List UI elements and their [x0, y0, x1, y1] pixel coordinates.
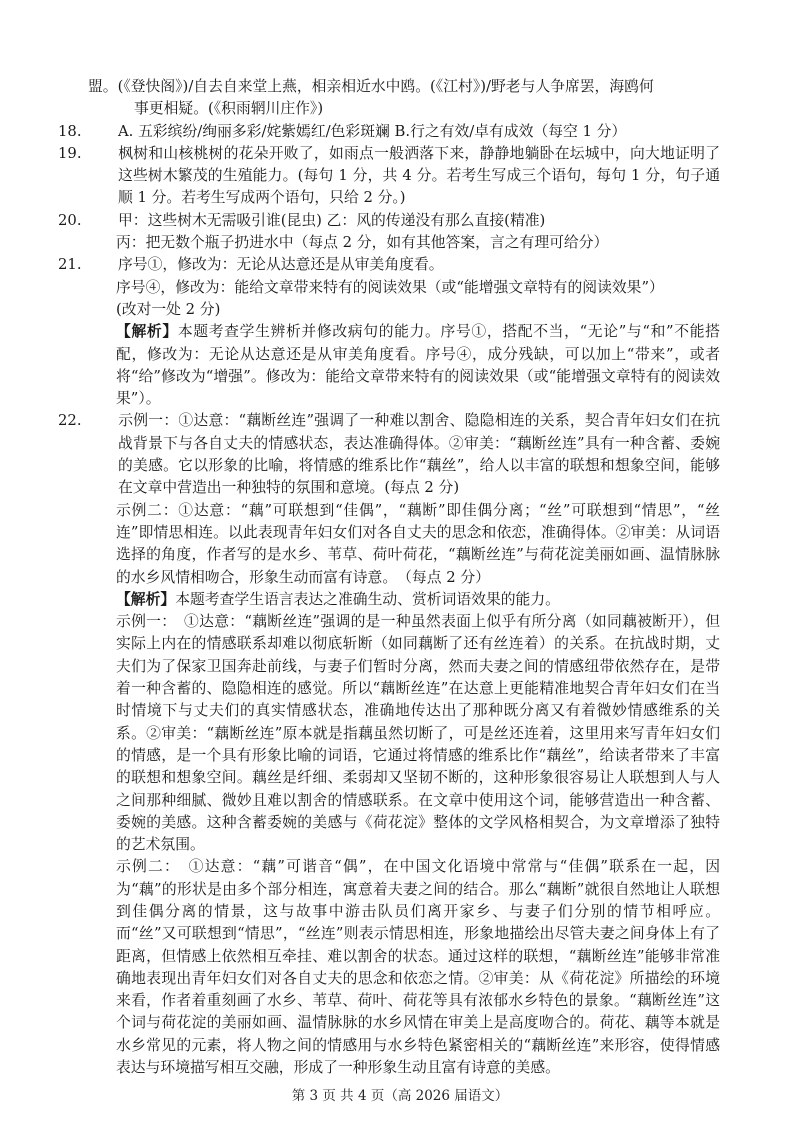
answer-21-c: (改对一处 2 分) — [116, 300, 221, 318]
answer-21-b: 序号④，修改为：能给文章带来特有的阅读效果（或“能增强文章特有的阅读效果”） — [116, 278, 664, 296]
answer-20-text-a: 甲：这些树木无需吸引谁(昆虫) 乙：风的传递没有那么直接(精准) — [118, 211, 546, 229]
answer-20-b: 丙：把无数个瓶子扔进水中（每点 2 分，如有其他答案，言之有理可给分） — [116, 234, 609, 252]
answer-18 — [58, 121, 720, 143]
answer-21-text-a: 序号①，修改为：无论从达意还是从审美角度看。 — [118, 256, 444, 274]
answer-22 — [58, 410, 720, 499]
answer-18-text: A. 五彩缤纷/绚丽多彩/姹紫嫣红/色彩斑斓 B.行之有效/卓有成效（每空 1 分） — [118, 122, 627, 140]
answer-22-example-1: 示例一：①达意：“藕断丝连”强调了一种难以割舍、隐隐相连的关系，契合青年妇女们在抗战背景下与各自丈夫的情感状态，表达准确得体。②审美：“藕断丝连”具有一种含蓄、委婉的美感。它以形象的比喻，将情感的维系比作“藕丝”，给人以丰富的联想和想象空间，能够在文章中营造出一种独特的氛围和意境。(每点 2 分) — [118, 412, 720, 497]
answer-19 — [58, 143, 720, 210]
page-footer: 第 3 页 共 4 页（高 2026 届语文） — [291, 1088, 509, 1104]
answer-19-text: 枫树和山核桃树的花朵开败了，如雨点一般洒落下来，静静地躺卧在坛城中，向大地证明了这些树木繁茂的生殖能力。(每句 1 分，共 4 分。若考生写成三个语句，每句 1 分，句子通顺 1 分。若考生写成两个语句，只给 2 分。) — [118, 144, 720, 207]
analysis-tag-21: 【解析】 — [116, 323, 178, 341]
answer-content — [58, 76, 720, 1079]
analysis-tag-22: 【解析】 — [116, 590, 176, 608]
answer-20 — [58, 210, 720, 232]
answer-21-analysis — [88, 321, 720, 410]
q-number-20: 20. — [58, 211, 82, 229]
analysis-22-intro: 本题考查学生语言表达之准确生动、赏析词语效果的能力。 — [175, 590, 560, 608]
answer-22-analysis — [88, 589, 720, 611]
analysis-22-example-1: 示例一： ①达意：“藕断丝连”强调的是一种虽然表面上似乎有所分离（如同藕被断开），但实际上内在的情感联系却难以彻底斩断（如同藕断了还有丝连着）的关系。在抗战时期，丈夫们为了保家卫国奔赴前线，与妻子们暂时分离，然而夫妻之间的情感纽带依然存在，是带着一种含蓄的、隐隐相连的感觉。所以“藕断丝连”在达意上更能精准地契合青年妇女们在当时情境下与丈夫们的真实情感状态，准确地传达出了那种既分离又有着微妙情感维系的关系。②审美：“藕断丝连”原本就是指藕虽然切断了，可是丝还连着，这里用来写青年妇女们的情感，是一个具有形象比喻的词语，它通过将情感的维系比作“藕丝”，给读者带来了丰富的联想和想象空间。藕丝是纤细、柔弱却又坚韧不断的，这种形象很容易让人联想到人与人之间那种细腻、微妙且难以割舍的情感联系。在文章中使用这个词，能够营造出一种含蓄、委婉的美感。这种含蓄委婉的美感与《荷花淀》整体的文学风格相契合，为文章增添了独特的艺术氛围。 — [116, 613, 720, 854]
line-poem-cont: 盟。(《登快阁》)/自去自来堂上燕，相亲相近水中鸥。(《江村》)/野老与人争席罢，海鸥何 — [88, 78, 654, 95]
analysis-21-text: 本题考查学生辨析并修改病句的能力。序号①，搭配不当，“无论”与“和”不能搭配，修改为：无论从达意还是从审美角度看。序号④，成分残缺，可以加上“带来”，或者将“给”修改为“增强”。修改为：能给文章带来特有的阅读效果（或“能增强文章特有的阅读效果”）。 — [116, 323, 720, 408]
analysis-22-example-2: 示例二： ①达意：“藕”可谐音“偶”，在中国文化语境中常常与“佳偶”联系在一起，因为“藕”的形状是由多个部分相连，寓意着夫妻之间的结合。那么“藕断”就很自然地让人联想到佳偶分离的情景，这与故事中游击队员们离开家乡、与妻子们分别的情节相呼应。而“丝”又可联想到“情思”，“丝连”则表示情思相连，形象地描绘出尽管夫妻之间身体上有了距离，但情感上依然相互牵挂、难以割舍的状态。通过这样的联想，“藕断丝连”能够非常准确地表现出青年妇女们对各自丈夫的思念和依恋之情。②审美：从《荷花淀》所描绘的环境来看，作者着重刻画了水乡、苇草、荷叶、荷花等具有浓郁水乡特色的景象。“藕断丝连”这个词与荷花淀的美丽如画、温情脉脉的水乡风情在审美上是高度吻合的。荷花、藕等本就是水乡常见的元素，将人物之间的情感用与水乡特色紧密相关的“藕断丝连”来形容，使得情感表达与环境描写相互交融，形成了一种形象生动且富有诗意的美感。 — [116, 858, 720, 1077]
q-number-21: 21. — [58, 256, 82, 274]
q-number-22: 22. — [58, 412, 82, 430]
q-number-19: 19. — [58, 144, 82, 162]
line-poem-end: 事更相疑。(《积雨辋川庄作》) — [134, 100, 324, 118]
answer-22-example-2: 示例二：①达意：“藕”可联想到“佳偶”，“藕断”即佳偶分离；“丝”可联想到“情思”，“丝连”即情思相连。以此表现青年妇女们对各自丈夫的思念和依恋，准确得体。②审美：从词语选择的角度，作者写的是水乡、苇草、荷叶荷花，“藕断丝连”与荷花淀美丽如画、温情脉脉的水乡风情相吻合，形象生动而富有诗意。 （每点 2 分） — [116, 501, 720, 586]
q-number-18: 18. — [58, 122, 82, 140]
answer-21 — [58, 254, 720, 276]
